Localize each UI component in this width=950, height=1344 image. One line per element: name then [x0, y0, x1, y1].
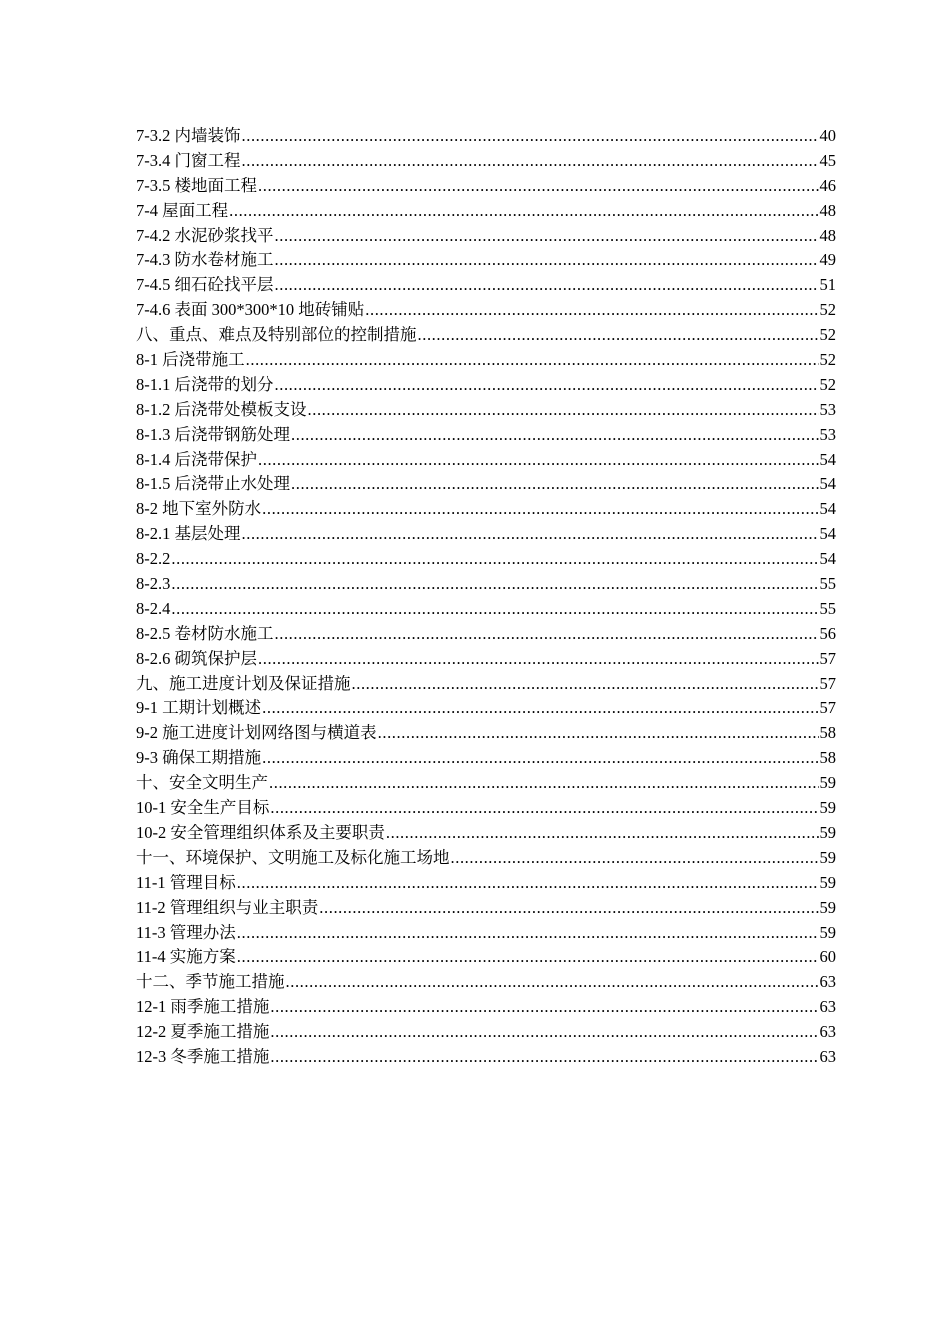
toc-entry-title: 9-3 确保工期措施	[136, 748, 262, 768]
toc-entry-title: 7-3.5 楼地面工程	[136, 175, 257, 195]
toc-entry-page-number: 51	[819, 275, 836, 295]
toc-dot-leader	[291, 472, 819, 497]
toc-dot-leader	[262, 696, 818, 721]
toc-entry[interactable]	[136, 1045, 836, 1070]
toc-entry-page-number: 54	[819, 474, 836, 494]
toc-entry-title: 8-1.5 后浇带止水处理	[136, 474, 290, 494]
toc-entry-page-number: 53	[819, 399, 836, 419]
toc-dot-leader	[237, 921, 819, 946]
toc-dot-leader	[171, 572, 818, 597]
toc-entry-title: 十一、环境保护、文明施工及标化施工场地	[136, 847, 450, 867]
toc-entry[interactable]	[136, 647, 836, 672]
toc-dot-leader	[270, 995, 818, 1020]
toc-entry[interactable]	[136, 995, 836, 1020]
toc-entry-title: 7-3.4 门窗工程	[136, 150, 241, 170]
toc-entry-page-number: 63	[819, 972, 836, 992]
toc-dot-leader	[308, 398, 819, 423]
toc-entry-page-number: 40	[819, 126, 836, 145]
toc-dot-leader	[378, 721, 819, 746]
toc-entry-title: 10-1 安全生产目标	[136, 798, 270, 818]
toc-entry-page-number: 52	[819, 300, 836, 320]
toc-entry-title: 11-2 管理组织与业主职责	[136, 897, 319, 917]
toc-entry-title: 8-1.2 后浇带处模板支设	[136, 399, 307, 419]
toc-entry-title: 12-1 雨季施工措施	[136, 997, 270, 1017]
toc-entry-page-number: 45	[819, 150, 836, 170]
toc-entry[interactable]	[136, 821, 836, 846]
toc-dot-leader	[258, 448, 819, 473]
toc-entry-page-number: 59	[819, 798, 836, 818]
toc-entry[interactable]	[136, 149, 836, 174]
toc-entry[interactable]	[136, 472, 836, 497]
toc-dot-leader	[275, 622, 819, 647]
toc-entry-title: 7-4.2 水泥砂浆找平	[136, 225, 274, 245]
toc-entry[interactable]	[136, 771, 836, 796]
toc-entry-title: 11-3 管理办法	[136, 922, 236, 942]
toc-dot-leader	[275, 248, 819, 273]
toc-entry-page-number: 63	[819, 997, 836, 1017]
toc-entry-page-number: 57	[819, 673, 836, 693]
toc-entry-page-number: 59	[819, 897, 836, 917]
toc-entry-title: 7-3.2 内墙装饰	[136, 126, 241, 145]
toc-entry[interactable]	[136, 224, 836, 249]
toc-entry[interactable]	[136, 871, 836, 896]
toc-entry[interactable]	[136, 896, 836, 921]
toc-entry-title: 7-4 屋面工程	[136, 200, 229, 220]
toc-entry-page-number: 53	[819, 424, 836, 444]
toc-dot-leader	[171, 597, 818, 622]
toc-entry-title: 12-2 夏季施工措施	[136, 1022, 270, 1042]
toc-dot-leader	[242, 149, 819, 174]
toc-entry-page-number: 52	[819, 325, 836, 345]
toc-entry-page-number: 59	[819, 872, 836, 892]
toc-entry-title: 8-2.3	[136, 574, 171, 594]
toc-entry[interactable]	[136, 373, 836, 398]
toc-entry-title: 8-1.4 后浇带保护	[136, 449, 257, 469]
toc-entry-page-number: 58	[819, 723, 836, 743]
toc-entry-title: 8-2.6 砌筑保护层	[136, 648, 257, 668]
toc-entry-page-number: 59	[819, 773, 836, 793]
toc-dot-leader	[275, 273, 819, 298]
toc-dot-leader	[262, 746, 818, 771]
toc-entry[interactable]	[136, 696, 836, 721]
toc-entry-title: 8-2.5 卷材防水施工	[136, 623, 274, 643]
toc-entry-page-number: 59	[819, 922, 836, 942]
toc-entry-title: 九、施工进度计划及保证措施	[136, 673, 351, 693]
toc-entry-title: 7-4.3 防水卷材施工	[136, 250, 274, 270]
toc-entry-page-number: 48	[819, 225, 836, 245]
toc-entry-title: 8-1.3 后浇带钢筋处理	[136, 424, 290, 444]
toc-entry-page-number: 57	[819, 648, 836, 668]
toc-entry-title: 11-1 管理目标	[136, 872, 236, 892]
toc-dot-leader	[275, 224, 819, 249]
toc-entry-page-number: 59	[819, 847, 836, 867]
toc-entry-title: 十、安全文明生产	[136, 773, 268, 793]
toc-dot-leader	[270, 1020, 818, 1045]
toc-entry-page-number: 55	[819, 598, 836, 618]
toc-entry-page-number: 63	[819, 1022, 836, 1042]
toc-entry-title: 7-4.5 细石砼找平层	[136, 275, 274, 295]
toc-dot-leader	[237, 945, 819, 970]
toc-entry-title: 9-2 施工进度计划网络图与横道表	[136, 723, 377, 743]
toc-entry-title: 8-2.4	[136, 598, 171, 618]
toc-dot-leader	[171, 547, 818, 572]
toc-entry-page-number: 60	[819, 947, 836, 967]
toc-dot-leader	[258, 174, 819, 199]
toc-dot-leader	[242, 522, 819, 547]
toc-entry[interactable]	[136, 746, 836, 771]
toc-dot-leader	[262, 497, 818, 522]
toc-entry-title: 8-2.1 基层处理	[136, 524, 241, 544]
toc-dot-leader	[319, 896, 818, 921]
toc-entry-title: 8-2.2	[136, 549, 171, 569]
toc-entry-title: 十二、季节施工措施	[136, 972, 285, 992]
toc-entry-page-number: 63	[819, 1046, 836, 1066]
toc-entry-page-number: 46	[819, 175, 836, 195]
toc-entry[interactable]	[136, 547, 836, 572]
toc-dot-leader	[275, 373, 819, 398]
toc-entry-page-number: 52	[819, 374, 836, 394]
toc-entry[interactable]	[136, 448, 836, 473]
toc-entry[interactable]	[136, 672, 836, 697]
toc-entry[interactable]	[136, 522, 836, 547]
toc-entry[interactable]	[136, 248, 836, 273]
toc-dot-leader	[291, 423, 819, 448]
toc-entry-title: 9-1 工期计划概述	[136, 698, 262, 718]
toc-entry[interactable]	[136, 497, 836, 522]
toc-dot-leader	[352, 672, 819, 697]
toc-dot-leader	[242, 124, 819, 149]
toc-entry[interactable]	[136, 945, 836, 970]
toc-entry[interactable]	[136, 323, 836, 348]
toc-entry-title: 7-4.6 表面 300*300*10 地砖铺贴	[136, 300, 365, 320]
toc-entry-page-number: 54	[819, 499, 836, 519]
toc-entry[interactable]	[136, 597, 836, 622]
toc-entry[interactable]	[136, 622, 836, 647]
toc-entry-title: 8-1 后浇带施工	[136, 350, 245, 370]
toc-entry-title: 八、重点、难点及特别部位的控制措施	[136, 325, 417, 345]
toc-dot-leader	[418, 323, 819, 348]
toc-entry[interactable]	[136, 174, 836, 199]
table-of-contents	[136, 124, 836, 1070]
toc-dot-leader	[229, 199, 818, 224]
toc-entry[interactable]	[136, 273, 836, 298]
toc-dot-leader	[258, 647, 819, 672]
toc-entry[interactable]	[136, 846, 836, 871]
toc-entry-page-number: 54	[819, 524, 836, 544]
toc-entry-page-number: 58	[819, 748, 836, 768]
toc-dot-leader	[237, 871, 819, 896]
toc-entry-page-number: 52	[819, 350, 836, 370]
toc-entry-page-number: 49	[819, 250, 836, 270]
toc-entry[interactable]	[136, 199, 836, 224]
toc-dot-leader	[270, 1045, 818, 1070]
toc-dot-leader	[451, 846, 819, 871]
toc-entry-title: 11-4 实施方案	[136, 947, 236, 967]
toc-entry[interactable]	[136, 721, 836, 746]
toc-dot-leader	[386, 821, 819, 846]
toc-entry-page-number: 54	[819, 549, 836, 569]
toc-entry-page-number: 59	[819, 822, 836, 842]
toc-entry-page-number: 48	[819, 200, 836, 220]
toc-entry[interactable]	[136, 970, 836, 995]
toc-entry-title: 12-3 冬季施工措施	[136, 1046, 270, 1066]
toc-entry-title: 8-1.1 后浇带的划分	[136, 374, 274, 394]
toc-entry-title: 8-2 地下室外防水	[136, 499, 262, 519]
toc-entry-title: 10-2 安全管理组织体系及主要职责	[136, 822, 385, 842]
toc-entry-page-number: 56	[819, 623, 836, 643]
toc-entry[interactable]	[136, 1020, 836, 1045]
toc-entry[interactable]	[136, 921, 836, 946]
toc-entry-page-number: 55	[819, 574, 836, 594]
toc-entry[interactable]	[136, 398, 836, 423]
toc-dot-leader	[286, 970, 819, 995]
toc-entry[interactable]	[136, 423, 836, 448]
toc-dot-leader	[269, 771, 819, 796]
toc-entry[interactable]	[136, 572, 836, 597]
toc-entry[interactable]	[136, 348, 836, 373]
toc-entry-page-number: 57	[819, 698, 836, 718]
toc-dot-leader	[246, 348, 819, 373]
toc-entry[interactable]	[136, 796, 836, 821]
toc-dot-leader	[365, 298, 818, 323]
toc-entry[interactable]	[136, 298, 836, 323]
toc-entry-page-number: 54	[819, 449, 836, 469]
toc-dot-leader	[270, 796, 818, 821]
toc-entry[interactable]	[136, 124, 836, 149]
